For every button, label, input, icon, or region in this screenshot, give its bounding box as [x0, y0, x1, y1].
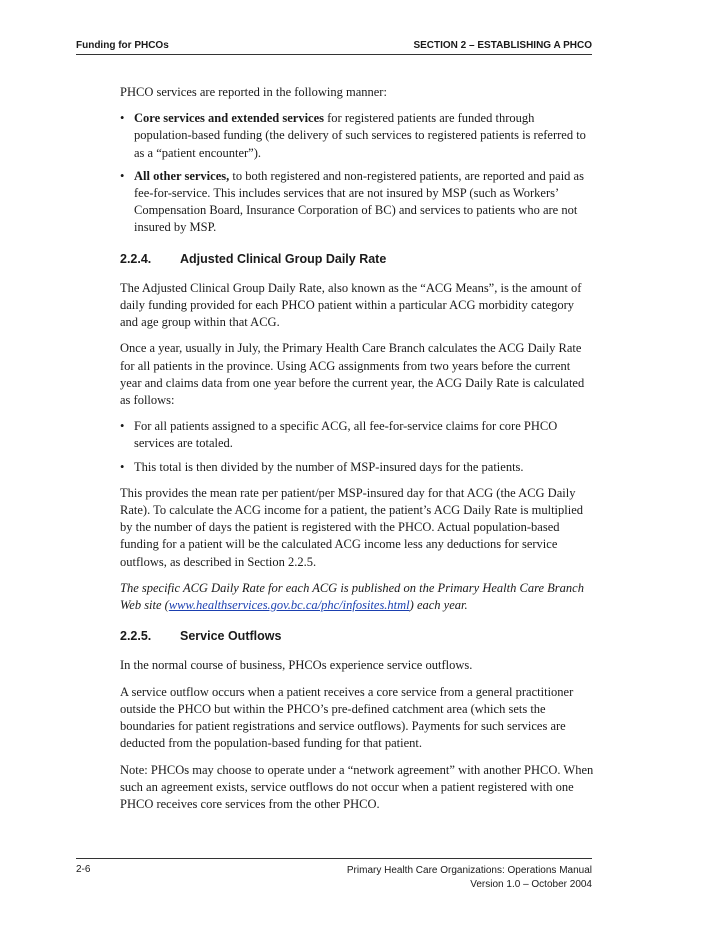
- version-line: Version 1.0 – October 2004: [470, 879, 592, 890]
- list-item: [120, 110, 594, 162]
- section-224-heading: [120, 251, 594, 268]
- bullet-bold: All other services,: [134, 168, 230, 183]
- paragraph: Note: PHCOs may choose to operate under a “network agreement” with another PHCO. When such an agreement exists, service outflows do not occur when a patient registered with one PHCO receives core services from the other PHCO.: [120, 762, 594, 811]
- header-rule: [76, 54, 592, 55]
- section-number: 2.2.5.: [120, 629, 152, 644]
- header-right: SECTION 2 – ESTABLISHING A PHCO: [413, 40, 592, 51]
- note-text: ) each year.: [409, 598, 468, 613]
- bullet-icon: •: [120, 459, 125, 474]
- list-item: [120, 418, 594, 452]
- section-number: 2.2.4.: [120, 251, 152, 266]
- bullet-text: for registered patients are funded through population-based funding (the delivery of such services to registered patients is referred to as a “patient encounter”).: [134, 111, 586, 160]
- publication-note: [120, 580, 594, 614]
- intro-paragraph: PHCO services are reported in the following manner:: [120, 85, 387, 99]
- bullet-bold: Core services and extended services: [134, 111, 325, 126]
- section-225-heading: [120, 628, 594, 645]
- bullet-text: This total is then divided by the number of MSP-insured days for the patients.: [134, 459, 524, 474]
- paragraph: In the normal course of business, PHCOs experience service outflows.: [120, 658, 473, 673]
- bullet-text: to both registered and non-registered patients, are reported and paid as fee-for-service. This includes services that are not insured by MSP (such as Workers’ Compensation Board, Insurance Corporation of BC) and services to patients who are not insured by MSP.: [134, 168, 584, 235]
- footer-right: [347, 864, 592, 892]
- paragraph: This provides the mean rate per patient/per MSP-insured day for that ACG (the ACG Daily Rate). To calculate the ACG income for a patient, the patient’s ACG Daily Rate is multiplied by the number of days the patient is registered with the PHCO. Actual population-based funding for a patient will be the calculated ACG income less any deductions for service outflows, as described in Section 2.2.5.: [120, 485, 584, 569]
- page-number: 2-6: [76, 864, 91, 875]
- section-title: Adjusted Clinical Group Daily Rate: [180, 251, 387, 266]
- section-title: Service Outflows: [180, 629, 282, 644]
- bullet-icon: •: [120, 168, 125, 183]
- header-left: Funding for PHCOs: [76, 40, 169, 51]
- manual-title: Primary Health Care Organizations: Operations Manual: [346, 865, 592, 876]
- list-item: [120, 168, 594, 237]
- paragraph: The Adjusted Clinical Group Daily Rate, also known as the “ACG Means”, is the amount of daily funding provided for each PHCO patient within a particular ACG morbidity category and age group within that ACG.: [120, 280, 582, 330]
- note-text: The specific ACG Daily Rate for each ACG is published on the Primary Health Care Branch Web site (: [120, 580, 584, 613]
- bullet-text: For all patients assigned to a specific ACG, all fee-for-service claims for core PHCO services are totaled.: [134, 419, 558, 451]
- bullet-icon: •: [120, 111, 125, 126]
- paragraph: A service outflow occurs when a patient receives a core service from a general practitioner outside the PHCO but within the PHCO’s pre-defined catchment area (which sets the boundaries for patient registrations and service outflows). Payments for such services are deducted from the population-based funding for that patient.: [120, 684, 574, 751]
- paragraph: Once a year, usually in July, the Primary Health Care Branch calculates the ACG Daily Rate for all patients in the province. Using ACG assignments from two years before the current year and claims data from one year before the current year, the ACG Daily Rate is calculated as follows:: [120, 341, 585, 408]
- intro-bullet-list: [120, 110, 594, 236]
- infosites-link[interactable]: www.healthservices.gov.bc.ca/phc/infosites.html: [168, 598, 410, 613]
- calculation-bullet-list: [120, 418, 594, 476]
- list-item: [120, 459, 594, 476]
- page-body: [120, 84, 594, 822]
- bullet-icon: •: [120, 419, 125, 434]
- footer-rule: [76, 858, 592, 859]
